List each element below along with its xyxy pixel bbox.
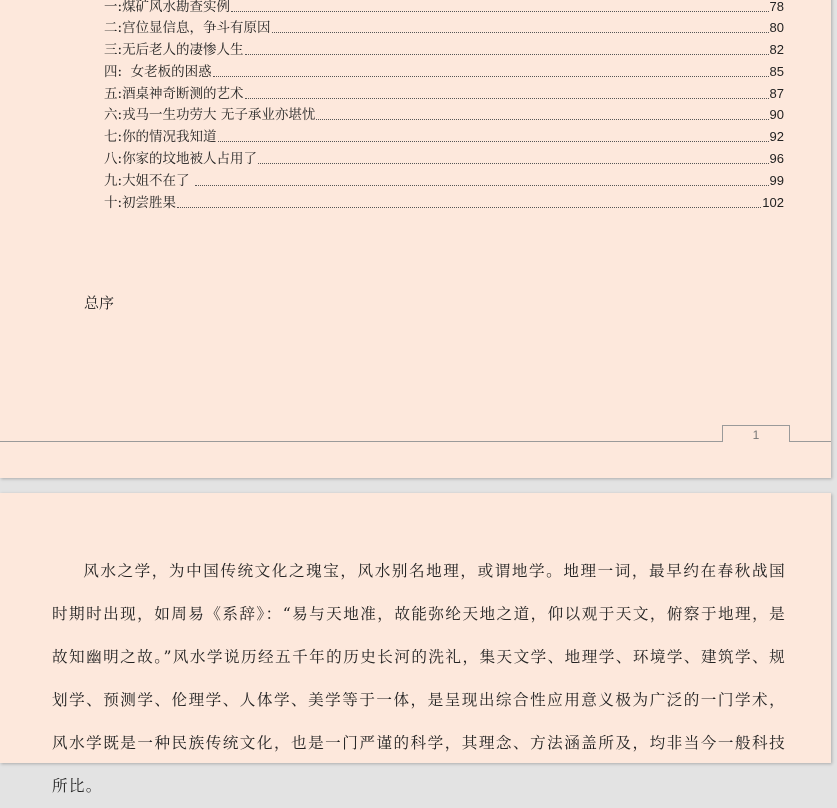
toc-number: 六: (104, 107, 123, 123)
toc-entry[interactable] (104, 193, 784, 213)
toc-leader-dots (218, 140, 769, 142)
toc-entry[interactable] (104, 84, 784, 104)
section-heading: 总序 (84, 294, 115, 312)
toc-title: 酒桌神奇断测的艺术 (122, 86, 244, 102)
toc-leader-dots (272, 31, 769, 33)
toc-title: 无后老人的凄惨人生 (122, 42, 244, 58)
toc-leader-dots (258, 162, 768, 164)
toc-entry[interactable] (104, 149, 784, 169)
document-page-2 (0, 493, 831, 795)
toc-page-number: 102 (762, 195, 784, 210)
footer-divider (0, 441, 831, 442)
toc-entry[interactable] (104, 40, 784, 60)
toc-title: 你家的坟地被人占用了 (122, 151, 258, 167)
toc-page-number: 99 (769, 173, 784, 188)
toc-number: 四: (104, 64, 123, 80)
toc-leader-dots (213, 75, 769, 77)
toc-entry[interactable] (104, 18, 784, 38)
toc-leader-dots (177, 206, 761, 208)
toc-page-number: 90 (769, 107, 784, 122)
body-text (52, 550, 786, 808)
toc-title: 戎马一生功劳大 无子承业亦堪忧 (122, 107, 316, 123)
toc-entry[interactable] (104, 105, 784, 125)
toc-page-number: 96 (769, 151, 784, 166)
toc-leader-dots (231, 10, 768, 12)
toc-title: 女老板的困惑 (122, 64, 212, 80)
toc-entry[interactable] (104, 62, 784, 82)
toc-leader-dots (245, 97, 769, 99)
toc-number: 一: (104, 0, 123, 15)
toc-number: 二: (104, 20, 123, 36)
paragraph: 风水之学，为中国传统文化之瑰宝，风水别名地理，或谓地学。地理一词，最早约在春秋战国时期时出现，如周易《系辞》：“易与天地准，故能弥纶天地之道，仰以观于天文，俯察于地理，是故知幽明之故。”风水学说历经五千年的历史长河的洗礼，集天文学、地理学、环境学、建筑学、规划学、预测学、伦理学、人体学、美学等于一体，是呈现出综合性应用意义极为广泛的一门学术，风水学既是一种民族传统文化，也是一门严谨的科学，其理念、方法涵盖所及，均非当今一般科技所比。 (52, 562, 786, 795)
toc-number: 九: (104, 173, 123, 189)
toc-leader-dots (195, 184, 769, 186)
toc-title: 初尝胜果 (122, 195, 177, 211)
toc-title: 宫位显信息，争斗有原因 (122, 20, 271, 36)
toc-page-number: 92 (769, 129, 784, 144)
toc-page-number: 82 (769, 42, 784, 57)
toc-number: 三: (104, 42, 123, 58)
toc-number: 八: (104, 151, 123, 167)
toc-number: 七: (104, 129, 123, 145)
toc-page-number: 78 (769, 0, 784, 14)
toc-page-number: 87 (769, 86, 784, 101)
toc-number: 五: (104, 86, 123, 102)
toc-leader-dots (245, 53, 769, 55)
toc-leader-dots (316, 118, 768, 120)
toc-title: 煤矿风水勘查实例 (122, 0, 231, 15)
toc-number: 十: (104, 195, 123, 211)
page-number: 1 (722, 425, 790, 442)
toc-page-number: 85 (769, 64, 784, 79)
toc-title: 大姐不在了 (122, 173, 194, 189)
toc-page-number: 80 (769, 20, 784, 35)
toc-entry[interactable] (104, 127, 784, 147)
toc-entry[interactable] (104, 171, 784, 191)
toc-entry[interactable] (104, 0, 784, 17)
toc-title: 你的情况我知道 (122, 129, 217, 145)
